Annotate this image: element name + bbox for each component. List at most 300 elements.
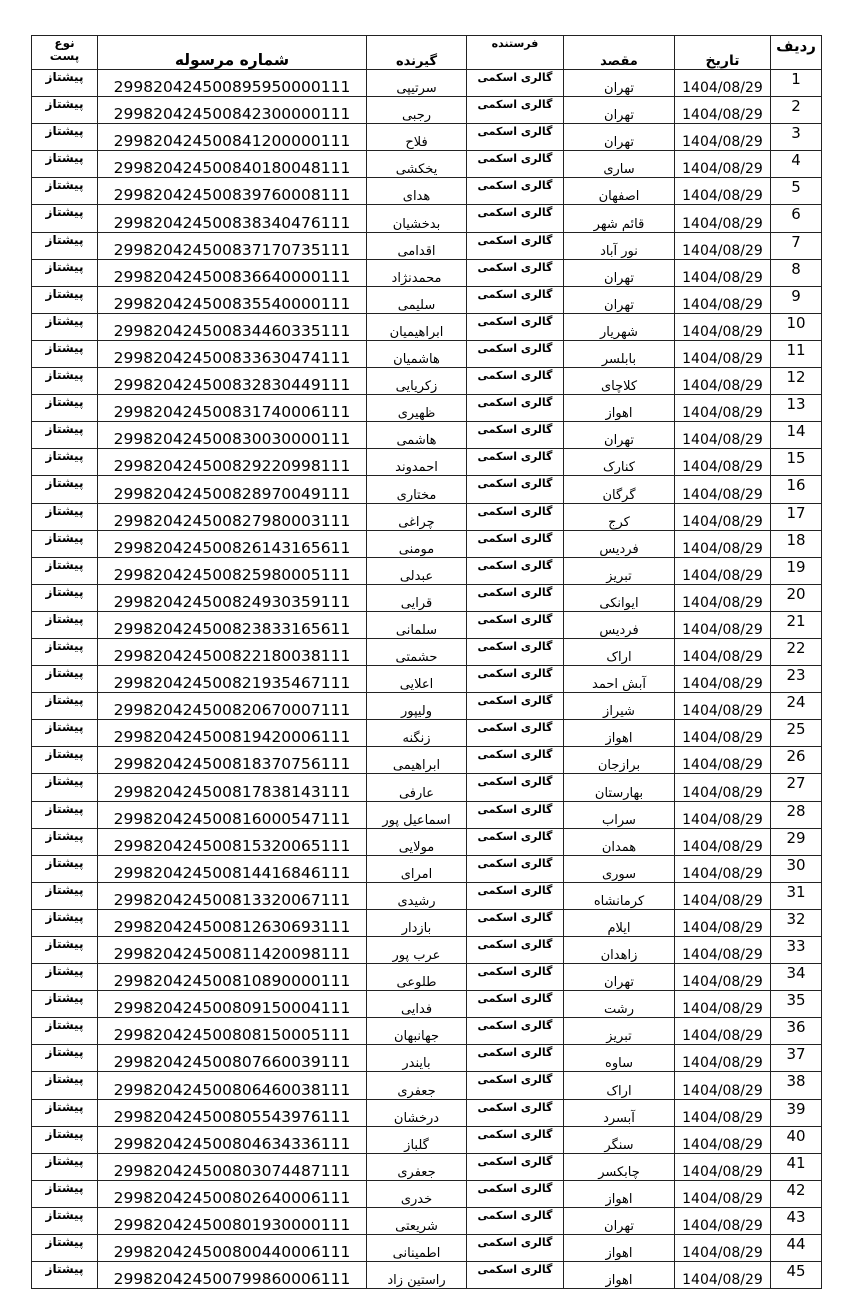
row-receiver: ابراهیمی [367,747,467,774]
row-tracking-number: 299820424500830030000111 [98,422,367,449]
row-destination: تهران [564,964,675,991]
row-destination: تهران [564,259,675,286]
row-sender: گالری اسکمی [467,476,564,503]
row-date: 1404/08/29 [675,1018,771,1045]
row-date: 1404/08/29 [675,449,771,476]
row-receiver: بدخشیان [367,205,467,232]
row-tracking-number: 299820424500823833165611 [98,611,367,638]
row-sender: گالری اسکمی [467,340,564,367]
row-index: 41 [771,1153,822,1180]
row-receiver: خدری [367,1180,467,1207]
row-tracking-number: 299820424500801930000111 [98,1207,367,1234]
row-destination: کرمانشاه [564,882,675,909]
row-destination: گرگان [564,476,675,503]
row-receiver: اطمینانی [367,1235,467,1262]
row-post-type: پیشتاز [32,286,98,313]
row-date: 1404/08/29 [675,1207,771,1234]
table-row [32,747,822,774]
row-destination: اصفهان [564,178,675,205]
table-row [32,1235,822,1262]
row-tracking-number: 299820424500811420098111 [98,937,367,964]
row-date: 1404/08/29 [675,828,771,855]
row-destination: اهواز [564,1180,675,1207]
row-post-type: پیشتاز [32,720,98,747]
row-post-type: پیشتاز [32,1126,98,1153]
row-post-type: پیشتاز [32,1099,98,1126]
row-destination: کرج [564,503,675,530]
row-post-type: پیشتاز [32,232,98,259]
row-tracking-number: 299820424500805543976111 [98,1099,367,1126]
row-tracking-number: 299820424500836640000111 [98,259,367,286]
row-destination: اراک [564,1072,675,1099]
row-sender: گالری اسکمی [467,70,564,97]
header-receiver: گیرنده [367,36,467,70]
row-sender: گالری اسکمی [467,991,564,1018]
row-destination: تهران [564,286,675,313]
row-post-type: پیشتاز [32,557,98,584]
row-date: 1404/08/29 [675,611,771,638]
row-post-type: پیشتاز [32,1262,98,1289]
table-row [32,530,822,557]
row-index: 29 [771,828,822,855]
row-sender: گالری اسکمی [467,313,564,340]
row-destination: سوری [564,855,675,882]
row-date: 1404/08/29 [675,964,771,991]
row-receiver: ولیپور [367,693,467,720]
row-receiver: درخشان [367,1099,467,1126]
table-row [32,584,822,611]
row-tracking-number: 299820424500831740006111 [98,395,367,422]
row-post-type: پیشتاز [32,395,98,422]
row-receiver: مختاری [367,476,467,503]
row-receiver: سلمانی [367,611,467,638]
row-receiver: مومنی [367,530,467,557]
row-tracking-number: 299820424500800440006111 [98,1235,367,1262]
row-post-type: پیشتاز [32,151,98,178]
row-receiver: بایندر [367,1045,467,1072]
row-index: 30 [771,855,822,882]
row-index: 18 [771,530,822,557]
row-index: 10 [771,313,822,340]
row-destination: تهران [564,422,675,449]
row-date: 1404/08/29 [675,205,771,232]
row-receiver: مولایی [367,828,467,855]
row-post-type: پیشتاز [32,882,98,909]
row-date: 1404/08/29 [675,584,771,611]
row-date: 1404/08/29 [675,720,771,747]
table-row [32,882,822,909]
row-sender: گالری اسکمی [467,1018,564,1045]
row-post-type: پیشتاز [32,638,98,665]
row-tracking-number: 299820424500812630693111 [98,909,367,936]
table-row [32,909,822,936]
row-post-type: پیشتاز [32,1207,98,1234]
row-post-type: پیشتاز [32,1235,98,1262]
row-index: 4 [771,151,822,178]
row-index: 32 [771,909,822,936]
row-date: 1404/08/29 [675,1045,771,1072]
row-post-type: پیشتاز [32,503,98,530]
shipment-table [31,35,822,1289]
row-sender: گالری اسکمی [467,1235,564,1262]
table-row [32,503,822,530]
row-destination: آبش احمد [564,666,675,693]
row-post-type: پیشتاز [32,422,98,449]
row-post-type: پیشتاز [32,747,98,774]
row-destination: بابلسر [564,340,675,367]
row-sender: گالری اسکمی [467,124,564,151]
row-receiver: اقدامی [367,232,467,259]
row-index: 31 [771,882,822,909]
row-tracking-number: 299820424500815320065111 [98,828,367,855]
row-index: 1 [771,70,822,97]
row-destination: بهارستان [564,774,675,801]
row-sender: گالری اسکمی [467,964,564,991]
row-sender: گالری اسکمی [467,368,564,395]
row-sender: گالری اسکمی [467,774,564,801]
table-row [32,638,822,665]
row-date: 1404/08/29 [675,693,771,720]
row-sender: گالری اسکمی [467,1153,564,1180]
row-post-type: پیشتاز [32,476,98,503]
row-sender: گالری اسکمی [467,638,564,665]
row-destination: زاهدان [564,937,675,964]
row-date: 1404/08/29 [675,1262,771,1289]
row-post-type: پیشتاز [32,774,98,801]
row-receiver: ابراهیمیان [367,313,467,340]
row-tracking-number: 299820424500829220998111 [98,449,367,476]
row-destination: اهواز [564,720,675,747]
row-date: 1404/08/29 [675,666,771,693]
row-receiver: عارفی [367,774,467,801]
shipment-list-sheet [31,35,816,1289]
header-sender: فرستنده [467,36,564,70]
row-tracking-number: 299820424500839760008111 [98,178,367,205]
row-date: 1404/08/29 [675,1126,771,1153]
row-post-type: پیشتاز [32,530,98,557]
table-row [32,1045,822,1072]
row-date: 1404/08/29 [675,503,771,530]
table-row [32,937,822,964]
table-row [32,151,822,178]
row-index: 38 [771,1072,822,1099]
row-receiver: قرایی [367,584,467,611]
header-post-type [32,36,98,70]
row-index: 34 [771,964,822,991]
row-index: 26 [771,747,822,774]
row-post-type: پیشتاز [32,313,98,340]
row-tracking-number: 299820424500819420006111 [98,720,367,747]
row-index: 28 [771,801,822,828]
row-receiver: جعفری [367,1153,467,1180]
row-index: 13 [771,395,822,422]
table-row [32,1262,822,1289]
row-date: 1404/08/29 [675,530,771,557]
table-row [32,286,822,313]
table-row [32,611,822,638]
row-sender: گالری اسکمی [467,666,564,693]
row-sender: گالری اسکمی [467,286,564,313]
row-sender: گالری اسکمی [467,828,564,855]
table-row [32,1018,822,1045]
table-row [32,855,822,882]
row-sender: گالری اسکمی [467,503,564,530]
row-index: 16 [771,476,822,503]
row-date: 1404/08/29 [675,476,771,503]
row-receiver: زنگنه [367,720,467,747]
row-sender: گالری اسکمی [467,422,564,449]
table-row [32,801,822,828]
row-sender: گالری اسکمی [467,1099,564,1126]
row-tracking-number: 299820424500821935467111 [98,666,367,693]
row-tracking-number: 299820424500814416846111 [98,855,367,882]
row-receiver: جعفری [367,1072,467,1099]
row-post-type: پیشتاز [32,1018,98,1045]
row-receiver: ظهیری [367,395,467,422]
row-date: 1404/08/29 [675,178,771,205]
row-post-type: پیشتاز [32,1045,98,1072]
row-destination: اهواز [564,395,675,422]
row-sender: گالری اسکمی [467,395,564,422]
row-sender: گالری اسکمی [467,1072,564,1099]
row-destination: نور آباد [564,232,675,259]
row-date: 1404/08/29 [675,259,771,286]
row-date: 1404/08/29 [675,937,771,964]
row-destination: قائم شهر [564,205,675,232]
row-index: 45 [771,1262,822,1289]
row-sender: گالری اسکمی [467,801,564,828]
row-sender: گالری اسکمی [467,151,564,178]
row-date: 1404/08/29 [675,774,771,801]
table-row [32,449,822,476]
row-tracking-number: 299820424500804634336111 [98,1126,367,1153]
row-destination: برازجان [564,747,675,774]
row-post-type: پیشتاز [32,909,98,936]
row-sender: گالری اسکمی [467,97,564,124]
row-receiver: گلباز [367,1126,467,1153]
row-tracking-number: 299820424500807660039111 [98,1045,367,1072]
row-tracking-number: 299820424500816000547111 [98,801,367,828]
row-date: 1404/08/29 [675,124,771,151]
row-sender: گالری اسکمی [467,882,564,909]
row-index: 27 [771,774,822,801]
row-date: 1404/08/29 [675,340,771,367]
row-receiver: چراغی [367,503,467,530]
row-receiver: رجبی [367,97,467,124]
row-index: 20 [771,584,822,611]
row-tracking-number: 299820424500813320067111 [98,882,367,909]
row-destination: ساری [564,151,675,178]
row-receiver: شریعتی [367,1207,467,1234]
table-row [32,1099,822,1126]
row-sender: گالری اسکمی [467,584,564,611]
row-tracking-number: 299820424500834460335111 [98,313,367,340]
row-tracking-number: 299820424500835540000111 [98,286,367,313]
row-destination: رشت [564,991,675,1018]
row-receiver: حشمتی [367,638,467,665]
table-row [32,720,822,747]
table-row [32,693,822,720]
row-index: 43 [771,1207,822,1234]
row-tracking-number: 299820424500818370756111 [98,747,367,774]
row-tracking-number: 299820424500825980005111 [98,557,367,584]
table-row [32,124,822,151]
row-tracking-number: 299820424500833630474111 [98,340,367,367]
table-row [32,991,822,1018]
row-tracking-number: 299820424500808150005111 [98,1018,367,1045]
row-index: 8 [771,259,822,286]
table-row [32,828,822,855]
row-sender: گالری اسکمی [467,1207,564,1234]
row-tracking-number: 299820424500802640006111 [98,1180,367,1207]
row-receiver: احمدوند [367,449,467,476]
table-header-row [32,36,822,70]
row-sender: گالری اسکمی [467,178,564,205]
row-post-type: پیشتاز [32,1072,98,1099]
row-tracking-number: 299820424500826143165611 [98,530,367,557]
row-sender: گالری اسکمی [467,1126,564,1153]
table-row [32,178,822,205]
row-receiver: جهانبهان [367,1018,467,1045]
row-sender: گالری اسکمی [467,1045,564,1072]
row-tracking-number: 299820424500827980003111 [98,503,367,530]
row-post-type: پیشتاز [32,97,98,124]
row-index: 23 [771,666,822,693]
row-receiver: زکریایی [367,368,467,395]
row-sender: گالری اسکمی [467,1262,564,1289]
row-date: 1404/08/29 [675,1235,771,1262]
table-row [32,476,822,503]
row-sender: گالری اسکمی [467,205,564,232]
row-tracking-number: 299820424500820670007111 [98,693,367,720]
row-tracking-number: 299820424500841200000111 [98,124,367,151]
header-destination: مقصد [564,36,675,70]
row-receiver: راستین زاد [367,1262,467,1289]
row-index: 3 [771,124,822,151]
row-receiver: بازدار [367,909,467,936]
row-date: 1404/08/29 [675,991,771,1018]
row-tracking-number: 299820424500824930359111 [98,584,367,611]
row-index: 11 [771,340,822,367]
row-destination: تبریز [564,1018,675,1045]
table-row [32,774,822,801]
row-post-type: پیشتاز [32,259,98,286]
row-destination: تهران [564,124,675,151]
row-destination: همدان [564,828,675,855]
row-sender: گالری اسکمی [467,232,564,259]
row-date: 1404/08/29 [675,855,771,882]
row-destination: کنارک [564,449,675,476]
row-receiver: سلیمی [367,286,467,313]
row-date: 1404/08/29 [675,368,771,395]
row-tracking-number: 299820424500817838143111 [98,774,367,801]
table-row [32,1180,822,1207]
row-post-type: پیشتاز [32,70,98,97]
row-post-type: پیشتاز [32,205,98,232]
row-destination: تهران [564,1207,675,1234]
row-date: 1404/08/29 [675,232,771,259]
row-index: 22 [771,638,822,665]
row-destination: سراب [564,801,675,828]
row-tracking-number: 299820424500799860006111 [98,1262,367,1289]
row-destination: آبسرد [564,1099,675,1126]
row-post-type: پیشتاز [32,1153,98,1180]
row-date: 1404/08/29 [675,313,771,340]
row-post-type: پیشتاز [32,693,98,720]
row-receiver: رشیدی [367,882,467,909]
row-receiver: هاشمی [367,422,467,449]
row-destination: فردیس [564,530,675,557]
row-date: 1404/08/29 [675,97,771,124]
table-body [32,70,822,1289]
row-post-type: پیشتاز [32,368,98,395]
table-row [32,340,822,367]
row-index: 7 [771,232,822,259]
header-date: تاریخ [675,36,771,70]
row-post-type: پیشتاز [32,666,98,693]
row-tracking-number: 299820424500838340476111 [98,205,367,232]
row-destination: شیراز [564,693,675,720]
row-sender: گالری اسکمی [467,259,564,286]
row-index: 19 [771,557,822,584]
row-date: 1404/08/29 [675,638,771,665]
table-row [32,70,822,97]
row-index: 33 [771,937,822,964]
row-index: 6 [771,205,822,232]
row-date: 1404/08/29 [675,286,771,313]
row-post-type: پیشتاز [32,611,98,638]
table-row [32,666,822,693]
table-row [32,232,822,259]
row-receiver: یخکشی [367,151,467,178]
row-post-type: پیشتاز [32,1180,98,1207]
row-index: 42 [771,1180,822,1207]
row-destination: تهران [564,97,675,124]
row-receiver: اسماعیل پور [367,801,467,828]
row-sender: گالری اسکمی [467,530,564,557]
row-receiver: فلاح [367,124,467,151]
table-row [32,422,822,449]
row-post-type: پیشتاز [32,991,98,1018]
row-tracking-number: 299820424500895950000111 [98,70,367,97]
table-row [32,205,822,232]
row-index: 44 [771,1235,822,1262]
row-index: 35 [771,991,822,1018]
row-post-type: پیشتاز [32,801,98,828]
table-row [32,557,822,584]
row-index: 14 [771,422,822,449]
row-date: 1404/08/29 [675,882,771,909]
row-index: 24 [771,693,822,720]
row-sender: گالری اسکمی [467,909,564,936]
row-sender: گالری اسکمی [467,1180,564,1207]
row-sender: گالری اسکمی [467,747,564,774]
row-receiver: اعلایی [367,666,467,693]
row-index: 39 [771,1099,822,1126]
row-sender: گالری اسکمی [467,693,564,720]
row-tracking-number: 299820424500832830449111 [98,368,367,395]
row-index: 25 [771,720,822,747]
row-destination: فردیس [564,611,675,638]
row-date: 1404/08/29 [675,801,771,828]
row-post-type: پیشتاز [32,340,98,367]
row-destination: تهران [564,70,675,97]
row-sender: گالری اسکمی [467,611,564,638]
row-date: 1404/08/29 [675,70,771,97]
row-destination: سنگر [564,1126,675,1153]
table-row [32,313,822,340]
row-date: 1404/08/29 [675,909,771,936]
